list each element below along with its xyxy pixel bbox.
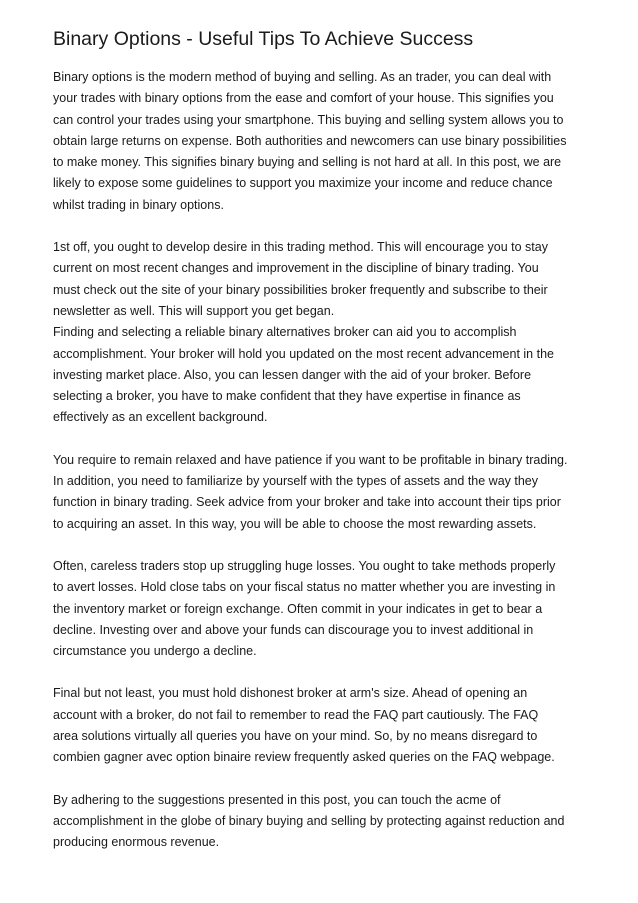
paragraph-gap xyxy=(53,662,593,683)
text-line: In addition, you need to familiarize by yourself with the types of assets and the way they xyxy=(53,474,538,489)
paragraph-conclusion xyxy=(53,790,593,854)
text-line: to make money. This signifies binary buying and selling is not hard at all. In this post, we are xyxy=(53,155,562,170)
text-line: likely to expose some guidelines to support you maximize your income and reduce chance xyxy=(53,176,553,191)
text-line: can control your trades using your smartphone. This buying and selling system allows you to xyxy=(53,112,564,127)
document-title: Binary Options - Useful Tips To Achieve Success xyxy=(53,28,474,50)
text-line: whilst trading in binary options. xyxy=(53,197,224,212)
text-line: producing enormous revenue. xyxy=(53,835,220,850)
text-line: newsletter as well. This will support you get began. xyxy=(53,303,335,318)
paragraph-losses xyxy=(53,556,593,662)
paragraph-intro xyxy=(53,67,593,216)
paragraph-gap xyxy=(53,769,593,790)
paragraph-desire xyxy=(53,237,593,322)
text-line: accomplishment. Your broker will hold you updated on the most recent advancement in the xyxy=(53,346,554,361)
text-line: current on most recent changes and improvement in the discipline of binary trading. You xyxy=(53,261,539,276)
text-line: You require to remain relaxed and have patience if you want to be profitable in binary trading. xyxy=(53,452,568,467)
text-line: 1st off, you ought to develop desire in this trading method. This will encourage you to stay xyxy=(53,240,548,255)
text-line: Binary options is the modern method of buying and selling. As an trader, you can deal with xyxy=(53,70,552,84)
text-line: Often, careless traders stop up struggling huge losses. You ought to take methods properly xyxy=(53,558,556,573)
text-line: account with a broker, do not fail to remember to read the FAQ part cautiously. The FAQ xyxy=(53,707,539,722)
text-line: area solutions virtually all queries you have on your mind. So, by no means disregard to xyxy=(53,729,538,744)
paragraph-broker xyxy=(53,322,593,428)
text-line: function in binary trading. Seek advice from your broker and take into account their tips prior xyxy=(53,495,561,510)
text-line: By adhering to the suggestions presented in this post, you can touch the acme of xyxy=(53,792,501,807)
paragraph-gap xyxy=(53,535,593,556)
text-line: circumstance you undergo a decline. xyxy=(53,644,257,659)
text-line: your trades with binary options from the ease and comfort of your house. This signifies you xyxy=(53,91,554,106)
text-line: obtain large returns on expense. Both authorities and newcomers can use binary possibilities xyxy=(53,133,567,148)
paragraph-faq xyxy=(53,683,593,768)
text-line: effectively as an excellent background. xyxy=(53,410,268,425)
text-line: accomplishment in the globe of binary buying and selling by protecting against reduction and xyxy=(53,813,565,828)
text-line: to avert losses. Hold close tabs on your fiscal status no matter whether you are investing in xyxy=(53,580,556,595)
text-line: decline. Investing over and above your funds can discourage you to invest additional in xyxy=(53,622,534,637)
paragraph-gap xyxy=(53,429,593,450)
text-line: Finding and selecting a reliable binary alternatives broker can aid you to accomplish xyxy=(53,325,517,340)
paragraph-gap xyxy=(53,216,593,237)
text-line: combien gagner avec option binaire review frequently asked queries on the FAQ webpage. xyxy=(53,750,555,765)
text-line: must check out the site of your binary possibilities broker frequently and subscribe to their xyxy=(53,282,548,297)
text-line: investing market place. Also, you can lessen danger with the aid of your broker. Before xyxy=(53,367,532,382)
text-line: the inventory market or foreign exchange. Often commit in your indicates in get to bear a xyxy=(53,601,543,616)
document-page xyxy=(53,26,593,854)
paragraph-patience xyxy=(53,450,593,535)
text-line: Final but not least, you must hold dishonest broker at arm's size. Ahead of opening an xyxy=(53,686,528,701)
text-line: selecting a broker, you have to make confident that they have expertise in finance as xyxy=(53,389,521,404)
text-line: to acquiring an asset. In this way, you will be able to choose the most rewarding assets. xyxy=(53,516,537,531)
